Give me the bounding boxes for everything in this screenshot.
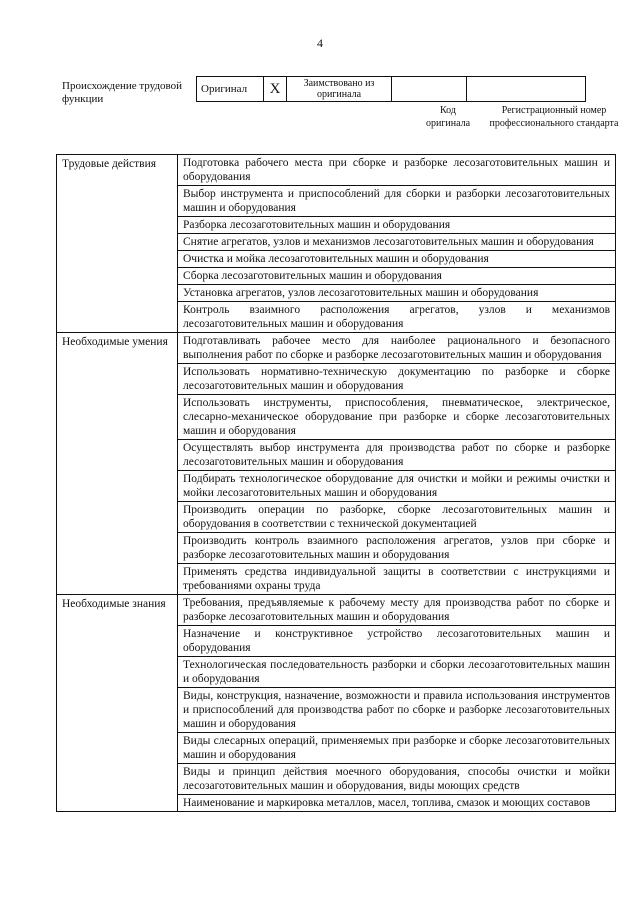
table-row	[57, 595, 616, 626]
code-cell	[392, 77, 467, 102]
list-item: Подбирать технологическое оборудование для очистки и мойки и режимы очистки и мойки лесозаготовительных машин и оборудования	[178, 471, 616, 502]
required-skills-title: Необходимые умения	[57, 333, 178, 595]
origin-label: Происхождение трудовой функции	[62, 80, 183, 105]
list-item: Выбор инструмента и приспособлений для сборки и разборки лесозаготовительных машин и оборудования	[178, 186, 616, 217]
list-item: Виды слесарных операций, применяемых при разборке и сборке лесозаготовительных машин и оборудования	[178, 733, 616, 764]
table-row	[57, 333, 616, 364]
list-item: Виды, конструкция, назначение, возможности и правила использования инструментов и приспособлений для производства работ по сборке и разборке лесозаготовительных машин и оборудования	[178, 688, 616, 733]
list-item: Наименование и маркировка металлов, масел, топлива, смазок и моющих составов	[178, 795, 616, 812]
labor-actions-title: Трудовые действия	[57, 155, 178, 333]
list-item: Сборка лесозаготовительных машин и оборудования	[178, 268, 616, 285]
list-item: Снятие агрегатов, узлов и механизмов лесозаготовительных машин и оборудования	[178, 234, 616, 251]
page-number: 4	[317, 36, 323, 50]
list-item: Использовать нормативно-техническую документацию по разборке и сборке лесозаготовительных машин и оборудования	[178, 364, 616, 395]
list-item: Производить операции по разборке, сборке лесозаготовительных машин и оборудования в соответствии с технической документацией	[178, 502, 616, 533]
list-item: Контроль взаимного расположения агрегатов, узлов и механизмов лесозаготовительных машин и оборудования	[178, 302, 616, 333]
list-item: Технологическая последовательность разборки и сборки лесозаготовительных машин и оборудования	[178, 657, 616, 688]
list-item: Использовать инструменты, приспособления, пневматическое, электрическое, слесарно-механическое оборудование при разборке и сборке лесозаготовительных машин и оборудования	[178, 395, 616, 440]
list-item: Подготовка рабочего места при сборке и разборке лесозаготовительных машин и оборудования	[178, 155, 616, 186]
original-mark: X	[264, 77, 287, 102]
reg-caption: Регистрационный номер профессионального стандарта	[489, 105, 619, 129]
list-item: Подготавливать рабочее место для наиболее рационального и безопасного выполнения работ по сборке и разборке лесозаготовительных машин и оборудования	[178, 333, 616, 364]
code-caption: Код оригинала	[425, 105, 471, 129]
list-item: Очистка и мойка лесозаготовительных машин и оборудования	[178, 251, 616, 268]
functions-table	[56, 154, 616, 812]
table-row	[57, 155, 616, 186]
reg-number-cell	[467, 77, 586, 102]
list-item: Разборка лесозаготовительных машин и оборудования	[178, 217, 616, 234]
list-item: Требования, предъявляемые к рабочему месту для производства работ по сборке и разборке лесозаготовительных машин и оборудования	[178, 595, 616, 626]
list-item: Установка агрегатов, узлов лесозаготовительных машин и оборудования	[178, 285, 616, 302]
origin-table	[196, 76, 586, 102]
required-knowledge-title: Необходимые знания	[57, 595, 178, 812]
original-label: Оригинал	[197, 77, 264, 102]
list-item: Производить контроль взаимного расположения агрегатов, узлов при сборке и разборке лесозаготовительных машин и оборудования	[178, 533, 616, 564]
list-item: Виды и принцип действия моечного оборудования, способы очистки и мойки лесозаготовительных машин и оборудования, виды моющих средств	[178, 764, 616, 795]
list-item: Осуществлять выбор инструмента для производства работ по сборке и разборке лесозаготовительных машин и оборудования	[178, 440, 616, 471]
borrowed-label: Заимствовано из оригинала	[287, 77, 392, 102]
list-item: Назначение и конструктивное устройство лесозаготовительных машин и оборудования	[178, 626, 616, 657]
list-item: Применять средства индивидуальной защиты в соответствии с инструкциями и требованиями охраны труда	[178, 564, 616, 595]
